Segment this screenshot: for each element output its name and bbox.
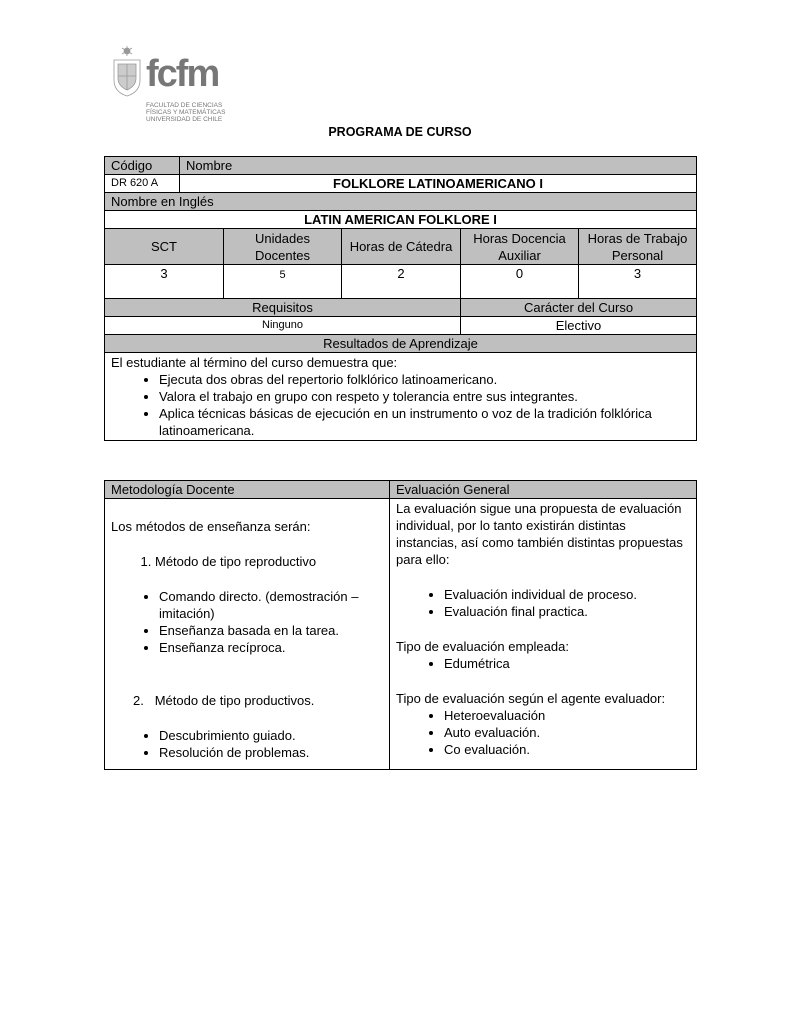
english-name: LATIN AMERICAN FOLKLORE I	[105, 211, 697, 229]
lecture-hours-value: 2	[342, 265, 461, 299]
methodology-content	[105, 499, 390, 770]
list-item: • Enseñanza recíproca.	[159, 639, 383, 656]
university-seal-icon	[110, 44, 144, 98]
evaluation-type-items	[396, 655, 690, 672]
list-item: • Enseñanza basada en la tarea.	[159, 622, 383, 639]
list-item: • Auto evaluación.	[444, 724, 690, 741]
requirements-label: Requisitos	[105, 299, 461, 317]
method-1-title: 1. Método de tipo reproductivo	[155, 553, 383, 570]
personal-hours-value: 3	[579, 265, 697, 299]
list-item: • Heteroevaluación	[444, 707, 690, 724]
method-2-title: 2. Método de tipo productivos.	[133, 693, 315, 708]
evaluation-content	[390, 499, 697, 770]
sct-header: SCT	[105, 229, 224, 265]
evaluation-agent-items	[396, 707, 690, 758]
course-info-table	[104, 156, 697, 441]
sct-value: 3	[105, 265, 224, 299]
logo-caption: FACULTAD DE CIENCIAS FÍSICAS Y MATEMÁTICAS UNIVERSIDAD DE CHILE	[146, 102, 226, 123]
learning-intro: El estudiante al término del curso demuestra que:	[111, 355, 398, 370]
english-name-label: Nombre en Inglés	[105, 193, 697, 211]
list-item: • Valora el trabajo en grupo con respeto y tolerancia entre sus integrantes.	[159, 388, 690, 405]
course-code: DR 620 A	[105, 175, 180, 193]
list-item: • Resolución de problemas.	[159, 744, 383, 761]
fcfm-logo	[110, 44, 235, 124]
learning-outcomes-label: Resultados de Aprendizaje	[105, 335, 697, 353]
name-label: Nombre	[180, 157, 697, 175]
list-item: • Edumétrica	[444, 655, 690, 672]
method-2-items	[111, 727, 383, 761]
auxiliary-hours-header: Horas Docencia Auxiliar	[461, 229, 579, 265]
list-item: • Comando directo. (demostración – imitación)	[159, 588, 383, 622]
method-1-list	[111, 553, 383, 570]
evaluation-label: Evaluación General	[390, 481, 697, 499]
evaluation-items	[396, 586, 690, 620]
list-item: • Ejecuta dos obras del repertorio folklórico latinoamericano.	[159, 371, 690, 388]
course-character-label: Carácter del Curso	[461, 299, 697, 317]
code-label: Código	[105, 157, 180, 175]
list-item: • Evaluación final practica.	[444, 603, 690, 620]
auxiliary-hours-value: 0	[461, 265, 579, 299]
list-item: • Aplica técnicas básicas de ejecución en un instrumento o voz de la tradición folklórica latinoamericana.	[159, 405, 690, 439]
methodology-evaluation-table	[104, 480, 697, 770]
personal-hours-header: Horas de Trabajo Personal	[579, 229, 697, 265]
requirements-value: Ninguno	[105, 317, 461, 335]
evaluation-type-label: Tipo de evaluación empleada:	[396, 639, 569, 654]
teaching-units-header: Unidades Docentes	[224, 229, 342, 265]
methodology-intro: Los métodos de enseñanza serán:	[111, 519, 311, 534]
learning-list	[111, 371, 690, 439]
list-item: • Descubrimiento guiado.	[159, 727, 383, 744]
methodology-label: Metodología Docente	[105, 481, 390, 499]
evaluation-agent-label: Tipo de evaluación según el agente evaluador:	[396, 691, 666, 706]
method-1-items	[111, 588, 383, 656]
teaching-units-value: 5	[224, 265, 342, 299]
learning-outcomes	[105, 353, 697, 441]
lecture-hours-header: Horas de Cátedra	[342, 229, 461, 265]
list-item: • Co evaluación.	[444, 741, 690, 758]
evaluation-intro: La evaluación sigue una propuesta de evaluación individual, por lo tanto existirán distintas instancias, así como también distintas propuestas para ello:	[396, 501, 683, 567]
list-item: • Evaluación individual de proceso.	[444, 586, 690, 603]
page-title: PROGRAMA DE CURSO	[328, 125, 472, 139]
course-character-value: Electivo	[461, 317, 697, 335]
fcfm-wordmark: fcfm	[146, 53, 219, 95]
course-name: FOLKLORE LATINOAMERICANO I	[180, 175, 697, 193]
